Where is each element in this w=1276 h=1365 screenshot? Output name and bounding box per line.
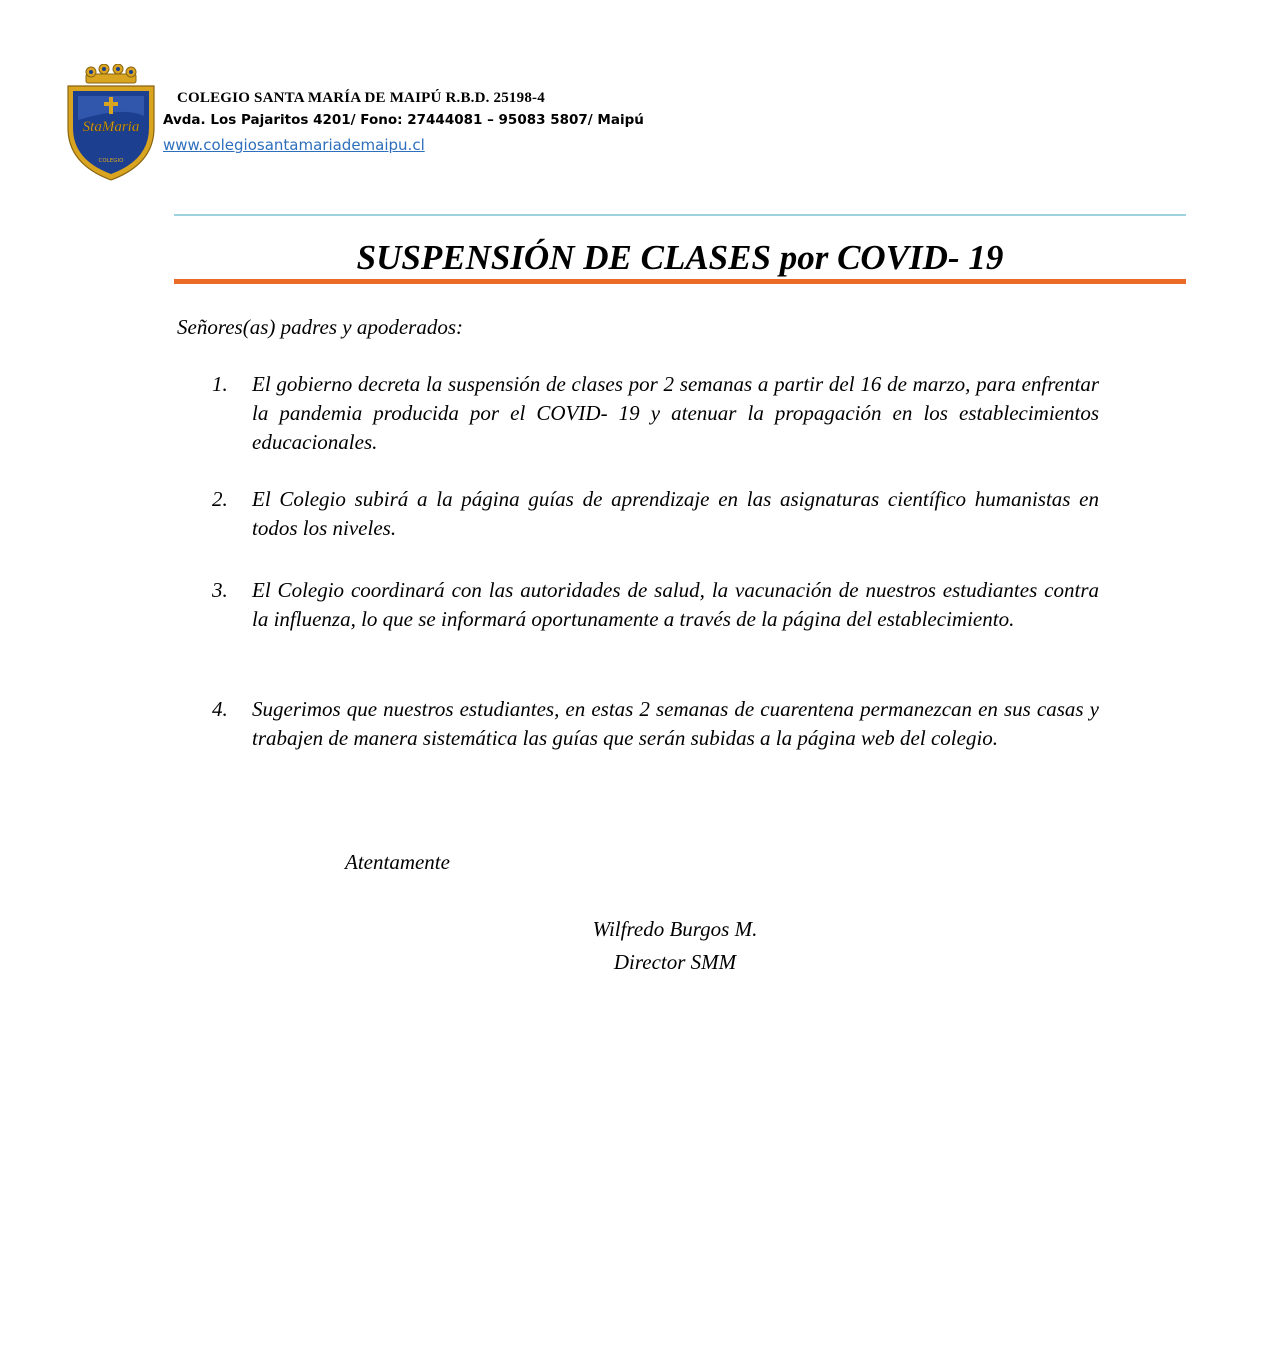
- list-item-text: El gobierno decreta la suspensión de clases por 2 semanas a partir del 16 de marzo, para enfrentar la pandemia producida por el COVID- 19 y atenuar la propagación en los establecimientos educacionales.: [252, 372, 1099, 454]
- list-item-number: 3.: [212, 578, 228, 602]
- list-item-text: El Colegio coordinará con las autoridades de salud, la vacunación de nuestros estudiantes contra la influenza, lo que se informará oportunamente a través de la página del establecimiento.: [252, 578, 1099, 631]
- signer-title: Director SMM: [613, 950, 737, 974]
- salutation: Señores(as) padres y apoderados:: [177, 315, 463, 339]
- crest-subtext: COLEGIO: [98, 158, 124, 164]
- signer-name: Wilfredo Burgos M.: [592, 917, 758, 941]
- document-title: SUSPENSIÓN DE CLASES por COVID- 19: [356, 238, 1004, 277]
- list-item-text: Sugerimos que nuestros estudiantes, en estas 2 semanas de cuarentena permanezcan en sus casas y trabajen de manera sistemática las guías que serán subidas a la página web del colegio.: [252, 697, 1099, 750]
- list-item: [212, 370, 1099, 457]
- list-item: [212, 485, 1099, 543]
- crest-lettering: StaMaria: [82, 119, 140, 135]
- school-name: COLEGIO SANTA MARÍA DE MAIPÚ R.B.D. 25198-4: [177, 90, 545, 106]
- header-divider: [174, 214, 1186, 216]
- school-crest-logo: [64, 64, 158, 182]
- closing: Atentamente: [345, 850, 450, 874]
- list-item: [212, 576, 1099, 634]
- list-item-number: 4.: [212, 697, 228, 721]
- school-website-link[interactable]: www.colegiosantamariademaipu.cl: [163, 136, 425, 154]
- list-item-number: 1.: [212, 372, 228, 396]
- crown-icon: [86, 64, 136, 83]
- signature-block: [525, 913, 825, 979]
- list-item-text: El Colegio subirá a la página guías de aprendizaje en las asignaturas científico humanistas en todos los niveles.: [252, 487, 1099, 540]
- school-address: Avda. Los Pajaritos 4201/ Fono: 27444081 – 95083 5807/ Maipú: [163, 112, 644, 128]
- title-underline: [174, 279, 1186, 284]
- list-item: [212, 695, 1099, 753]
- list-item-number: 2.: [212, 487, 228, 511]
